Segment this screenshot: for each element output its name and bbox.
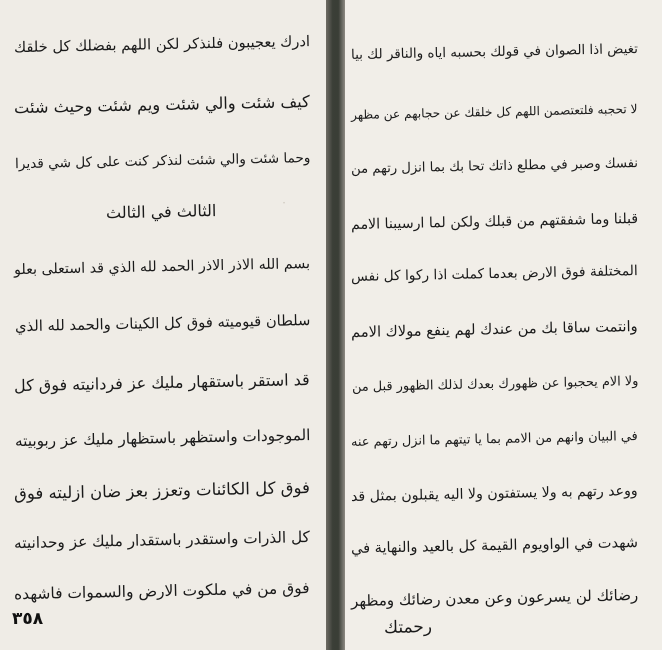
left-line-6: سلطان قيوميته فوق كل الكينات والحمد لله الذي	[14, 312, 311, 336]
right-line-3: نفسك وصبر في مطلع ذاتك تحا بك بما انزل رتهم من	[350, 156, 639, 178]
right-line-11: رضائك لن يسرعون وعن معدن رضائك ومظهر	[350, 586, 639, 611]
left-line-11: فوق من في ملكوت الارض والسموات فاشهده	[14, 579, 311, 604]
left-line-5: بسم الله الاذر الاذر الحمد لله الذي قد استعلى بعلو	[13, 256, 311, 279]
left-line-10: كل الذرات واستقدر باستقدار مليك عز وحدانيته	[14, 528, 311, 553]
right-line-6: وانتمت ساقا بك من عندك لهم ينفع مولاك الامم	[351, 318, 639, 342]
page-number: ٣٥٨	[12, 609, 44, 629]
bleed-through-text: ·	[282, 196, 286, 210]
book-gutter	[326, 0, 345, 650]
right-line-12: رحمتك	[383, 617, 433, 639]
right-page	[345, 0, 662, 650]
right-line-1: تغيض اذا الصوان في قولك بحسبه اياه والناقر لك بيا	[350, 42, 639, 64]
left-line-1: ادرك يعجيبون فلنذكر لكن اللهم بفضلك كل خلقك	[13, 33, 311, 57]
left-line-8: الموجودات واستظهر باستظهار مليك عز ربوبيته	[14, 426, 311, 451]
right-line-4: قبلنا وما شفقتهم من قبلك ولكن لما ارسيبنا الامم	[350, 211, 639, 234]
section-heading: الثالث في الثالث	[105, 201, 217, 223]
left-line-3: وحما شئت والي شئت لنذكر كنت على كل شي قديرا	[14, 150, 311, 173]
left-line-9: فوق كل الكائنات وتعزز بعز ضان ازليته فوق	[13, 478, 311, 504]
right-line-5: المختلفة فوق الارض بعدما كملت اذا ركوا كل نفس	[351, 263, 639, 286]
left-line-7: قد استقر باستقهار مليك عز فردانيته فوق كل	[14, 370, 311, 396]
right-line-9: ووعد رتهم به ولا يستفتون ولا اليه يقبلون بمثل قد	[351, 483, 639, 506]
right-line-8: في البيان وانهم من الامم بما يا تيتهم ما انزل رتهم عنه	[351, 429, 639, 451]
right-line-7: ولا الام يحجبوا عن ظهورك بعدك لذلك الظهور قبل من	[351, 374, 639, 395]
right-line-2: لا تحجبه فلتعتصمن اللهم كل خلقك عن حجابهم عن مظهر	[351, 102, 639, 122]
right-line-10: شهدت في الواويوم القيمة كل بالعيد والنهاية في	[350, 535, 639, 558]
left-page	[0, 0, 326, 650]
left-line-2: كيف شئت والي شئت ويم شئت وحيث شئت	[14, 92, 311, 118]
